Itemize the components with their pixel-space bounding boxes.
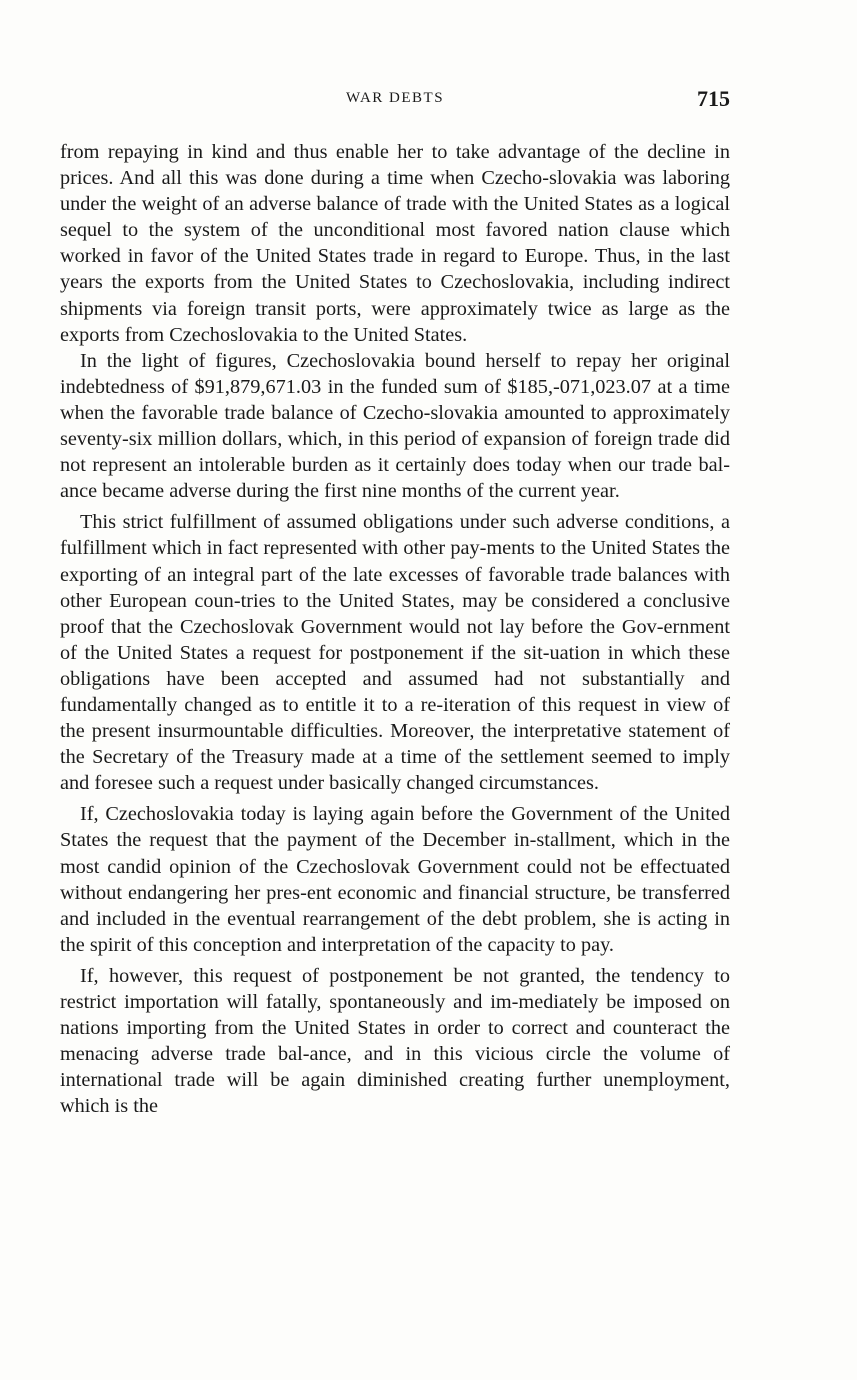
paragraph-1: from repaying in kind and thus enable her to take advantage of the decline in prices. And all this was done during a time when Czecho-slovakia was laboring under the weight of an adverse balance of trade with the United States as a logical sequel to the system of the unconditional most favored nation clause which worked in favor of the United States trade in regard to Europe. Thus, in the last years the exports from the United States to Czechoslovakia, including indirect shipments via foreign transit ports, were approximately twice as large as the exports from Czechoslovakia to the United States. <box>60 141 730 346</box>
paragraph-5: If, however, this request of postponement be not granted, the tendency to restrict importation will fatally, spontaneously and im-mediately be imposed on nations importing from the United States in order to correct and counteract the menacing adverse trade bal-ance, and in this vicious circle the volume of international trade will be again diminished creating further unemployment, which is the <box>60 964 730 1118</box>
running-head <box>60 86 730 116</box>
paragraph-2: In the light of figures, Czechoslovakia bound herself to repay her original indebtedness of $91,879,671.03 in the funded sum of $185,-071,023.07 at a time when the favorable trade balance of Czecho-slovakia amounted to approximately seventy-six million dollars, which, in this period of expansion of foreign trade did not represent an intolerable burden as it certainly does today when our trade bal-ance became adverse during the first nine months of the current year. <box>60 349 730 503</box>
paragraph-3: This strict fulfillment of assumed obligations under such adverse conditions, a fulfillment which in fact represented with other pay-ments to the United States the exporting of an integral part of the late excesses of favorable trade balances with other European coun-tries to the United States, may be considered a conclusive proof that the Czechoslovak Government would not lay before the Gov-ernment of the United States a request for postponement if the sit-uation in which these obligations have been accepted and assumed had not substantially and fundamentally changed as to entitle it to a re-iteration of this request in view of the present insurmountable difficulties. Moreover, the interpretative statement of the Secretary of the Treasury made at a time of the settlement seemed to imply and foresee such a request under basically changed circumstances. <box>60 511 730 795</box>
running-title: WAR DEBTS <box>345 90 445 106</box>
body-text <box>60 139 730 1119</box>
page-number: 715 <box>697 86 730 111</box>
paragraph-4: If, Czechoslovakia today is laying again before the Government of the United States the request that the payment of the December in-stallment, which in the most candid opinion of the Czechoslovak Government could not be effectuated without endangering her pres-ent economic and financial structure, be transferred and included in the eventual rearrangement of the debt problem, she is acting in the spirit of this conception and interpretation of the capacity to pay. <box>60 803 730 956</box>
